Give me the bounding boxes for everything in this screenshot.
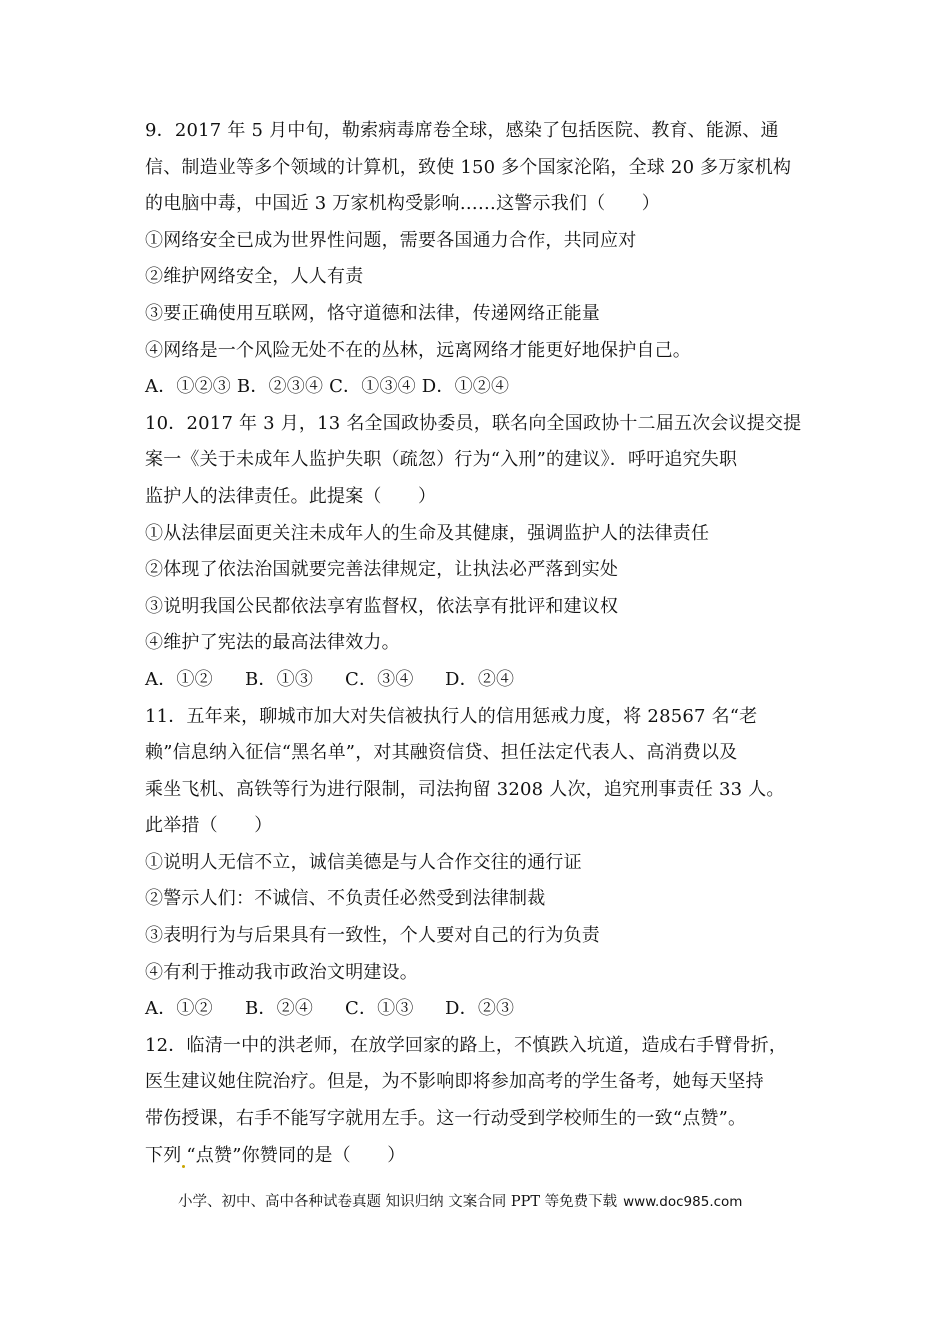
question-11-item: ③表明行为与后果具有一致性，个人要对自己的行为负责 [145, 925, 600, 947]
question-12-stem-line [145, 1138, 825, 1175]
question-10-item: ④维护了宪法的最高法律效力。 [145, 632, 400, 654]
question-10-stem-line: 案一《关于未成年人监护失职（疏忽）行为“入刑”的建议》．呼吁追究失职 [145, 449, 738, 471]
question-9-stem-line: 信、制造业等多个领域的计算机，致使 150 多个国家沦陷，全球 20 多万家机构 [145, 156, 792, 178]
option-a: A．①② [145, 998, 213, 1020]
question-11-item: ①说明人无信不立，诚信美德是与人合作交往的通行证 [145, 851, 582, 873]
question-12 [145, 1028, 825, 1174]
question-9-item: ②维护网络安全，人人有责 [145, 266, 364, 288]
question-11-item: ②警示人们：不诚信、不负责任必然受到法律制裁 [145, 888, 546, 910]
question-9-item: ①网络安全已成为世界性问题，需要各国通力合作，共同应对 [145, 229, 637, 251]
question-10-stem-line: 10．2017 年 3 月，13 名全国政协委员，联名向全国政协十二届五次会议提交提 [145, 412, 802, 434]
footer-site-link[interactable]: www.doc985.com [623, 1194, 743, 1210]
question-11-stem-line: 11．五年来，聊城市加大对失信被执行人的信用惩戒力度，将 28567 名“老 [145, 705, 758, 727]
question-9-item: ③要正确使用互联网，恪守道德和法律，传递网络正能量 [145, 302, 600, 324]
footer-text: 小学、初中、高中各种试卷真题 知识归纳 文案合同 PPT 等免费下载 [178, 1194, 618, 1210]
option-b: B．②④ [245, 998, 314, 1020]
question-12-prompt-prefix: 下列 [145, 1144, 182, 1166]
question-11-stem-line: 乘坐飞机、高铁等行为进行限制，司法拘留 3208 人次，追究刑事责任 33 人。 [145, 778, 785, 800]
option-c: C．①③ [345, 998, 414, 1020]
question-10-options [145, 662, 825, 699]
question-11-options [145, 991, 825, 1028]
question-10-item: ①从法律层面更关注未成年人的生命及其健康，强调监护人的法律责任 [145, 522, 710, 544]
question-9-stem-line: 的电脑中毒，中国近 3 万家机构受影响……这警示我们（ ） [145, 193, 660, 215]
question-11-item: ④有利于推动我市政治文明建设。 [145, 961, 418, 983]
option-d: D．②④ [445, 668, 515, 690]
question-12-stem-line: 医生建议她住院治疗。但是，为不影响即将参加高考的学生备考，她每天坚持 [145, 1071, 764, 1093]
page-footer [178, 1192, 742, 1212]
question-9-options: A．①②③ B．②③④ C．①③④ D．①②④ [145, 376, 510, 398]
question-10-stem-line: 监护人的法律责任。此提案（ ） [145, 485, 437, 507]
question-12-stem-line: 带伤授课，右手不能写字就用左手。这一行动受到学校师生的一致“点赞”。 [145, 1108, 747, 1130]
option-d: D．②③ [445, 998, 515, 1020]
question-11-stem-line: 此举措（ ） [145, 815, 273, 837]
option-c: C．③④ [345, 668, 414, 690]
cursor-mark [182, 1165, 185, 1168]
question-11-stem-line: 赖”信息纳入征信“黑名单”，对其融资信贷、担任法定代表人、高消费以及 [145, 742, 738, 764]
question-content [145, 113, 825, 1174]
question-9-stem-line: 9．2017 年 5 月中旬，勒索病毒席卷全球，感染了包括医院、教育、能源、通 [145, 120, 779, 141]
option-b: B．①③ [245, 668, 314, 690]
question-12-stem-line: 12．临清一中的洪老师，在放学回家的路上，不慎跌入坑道，造成右手臂骨折， [145, 1034, 788, 1056]
question-10 [145, 406, 825, 699]
question-9-item: ④网络是一个风险无处不在的丛林，远离网络才能更好地保护自己。 [145, 339, 691, 361]
question-10-item: ③说明我国公民都依法享宥监督权，依法享有批评和建议权 [145, 595, 619, 617]
question-10-item: ②体现了依法治国就要完善法律规定，让执法必严落到实处 [145, 559, 619, 581]
question-11 [145, 699, 825, 1028]
question-9 [145, 113, 825, 406]
option-a: A．①② [145, 668, 213, 690]
question-12-prompt: “点赞”你赞同的是（ ） [186, 1144, 406, 1166]
